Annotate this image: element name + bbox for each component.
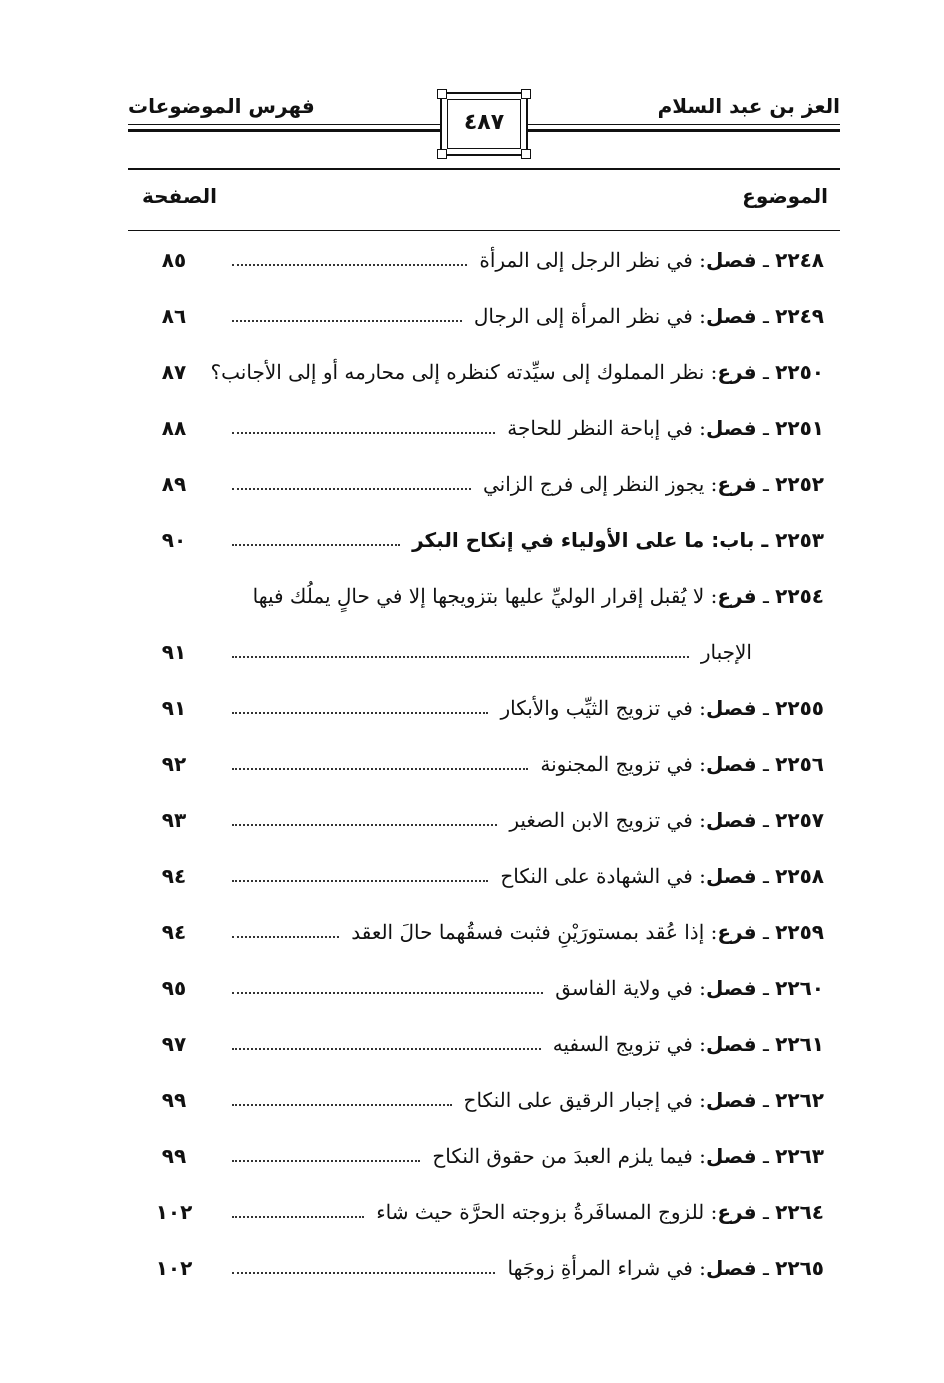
entry-kind: فصل: [705, 1032, 757, 1056]
entry-number: ٢٢٦٠: [775, 976, 824, 1000]
page-number: ٤٨٧: [463, 110, 505, 135]
index-entry: [128, 684, 840, 740]
entry-kind: فصل: [705, 1144, 757, 1168]
entry-text: ٢٢٦٢ ـ فصل: في إجبار الرقيق على النكاح: [463, 1088, 824, 1112]
entry-text: ٢٢٥٩ ـ فرع: إذا عُقد بمستورَيْنِ فثبت فسقُهما حالَ العقد: [351, 920, 824, 944]
page-number-frame: [440, 92, 528, 156]
leader-dots: [232, 1046, 541, 1050]
entry-kind: فصل: [705, 976, 757, 1000]
entry-kind: فرع: [717, 360, 757, 384]
entry-title: ما على الأولياء في إنكاح البكر: [412, 528, 705, 552]
leader-dots: [232, 822, 497, 826]
entry-text: ٢٢٥١ ـ فصل: في إباحة النظر للحاجة: [507, 416, 824, 440]
entry-number: ٢٢٦٣: [775, 1144, 824, 1168]
entry-text: ٢٢٤٨ ـ فصل: في نظر الرجل إلى المرأة: [479, 248, 824, 272]
entry-title: يجوز النظر إلى فرج الزاني: [482, 472, 705, 496]
entry-title: في ولاية الفاسق: [555, 976, 693, 1000]
entry-page-number: ٩١: [161, 696, 187, 720]
entry-kind: فرع: [717, 920, 757, 944]
entry-number: ٢٢٤٩: [775, 304, 824, 328]
entry-title-continued: الإجبار: [700, 640, 752, 664]
entry-number: ٢٢٥٧: [775, 808, 824, 832]
entry-title: في تزويج الثيِّب والأبكار: [500, 696, 693, 720]
entry-title: في الشهادة على النكاح: [500, 864, 693, 888]
index-entry: [128, 1020, 840, 1076]
entry-kind: فرع: [717, 584, 757, 608]
entry-number: ٢٢٥٨: [775, 864, 824, 888]
entry-title: في شراء المرأةِ زوجَها: [507, 1256, 693, 1280]
entry-page-number: ٨٩: [161, 472, 187, 496]
section-title: فهرس الموضوعات: [128, 94, 315, 118]
entry-text: ٢٢٦٤ ـ فرع: للزوج المسافَرةُ بزوجته الحرَّة حيث شاء: [376, 1200, 824, 1224]
leader-dots: [232, 934, 339, 938]
index-entry: [128, 516, 840, 572]
entry-page-number: ٨٦: [161, 304, 187, 328]
column-header-rule: [128, 230, 840, 231]
entry-page-number: ٩٩: [161, 1088, 187, 1112]
entry-title: في إجبار الرقيق على النكاح: [463, 1088, 693, 1112]
leader-dots: [232, 430, 495, 434]
entry-text: ٢٢٦١ ـ فصل: في تزويج السفيه: [552, 1032, 824, 1056]
entry-text: ٢٢٦٥ ـ فصل: في شراء المرأةِ زوجَها: [507, 1256, 824, 1280]
entry-number: ٢٢٥٦: [775, 752, 824, 776]
entry-kind: فرع: [717, 1200, 757, 1224]
entry-page-number: ١٠٢: [155, 1200, 193, 1224]
entry-page-number: ٩٤: [161, 864, 187, 888]
entry-kind: فصل: [705, 864, 757, 888]
leader-dots: [232, 1214, 364, 1218]
entry-title: في إباحة النظر للحاجة: [507, 416, 693, 440]
entry-text: ٢٢٥٨ ـ فصل: في الشهادة على النكاح: [500, 864, 824, 888]
entry-title: في تزويج الابن الصغير: [509, 808, 693, 832]
entry-number: ٢٢٥٠: [775, 360, 824, 384]
index-entry: [128, 852, 840, 908]
entry-title: فيما يلزم العبدَ من حقوق النكاح: [432, 1144, 693, 1168]
entry-title: للزوج المسافَرةُ بزوجته الحرَّة حيث شاء: [376, 1200, 705, 1224]
leader-dots: [232, 878, 488, 882]
entry-page-number: ٩٧: [161, 1032, 187, 1056]
index-entry: [128, 572, 840, 684]
index-entry: [128, 1244, 840, 1300]
entry-page-number: ٨٥: [161, 248, 187, 272]
index-entry: [128, 964, 840, 1020]
leader-dots: [232, 262, 467, 266]
leader-dots: [232, 1102, 452, 1106]
leader-dots: [232, 766, 528, 770]
index-entry: [128, 1132, 840, 1188]
entry-number: ٢٢٥٥: [775, 696, 824, 720]
entry-number: ٢٢٥٣: [775, 528, 824, 552]
entry-number: ٢٢٦١: [775, 1032, 824, 1056]
entry-title: نظر المملوك إلى سيِّدته كنظره إلى محارمه أو إلى الأجانب؟: [210, 360, 705, 384]
entry-page-number: ١٠٢: [155, 1256, 193, 1280]
leader-dots: [232, 990, 543, 994]
entry-text: ٢٢٦٠ ـ فصل: في ولاية الفاسق: [555, 976, 824, 1000]
running-header: [128, 88, 840, 174]
entry-kind: فصل: [705, 248, 757, 272]
leader-dots: [232, 710, 488, 714]
index-entry: [128, 404, 840, 460]
leader-dots: [232, 654, 689, 658]
entry-title: في نظر الرجل إلى المرأة: [479, 248, 693, 272]
entry-text: ٢٢٥٦ ـ فصل: في تزويج المجنونة: [540, 752, 824, 776]
entry-text: ٢٢٥٢ ـ فرع: يجوز النظر إلى فرج الزاني: [482, 472, 824, 496]
entry-page-number: ٩٢: [161, 752, 187, 776]
entry-number: ٢٢٦٢: [775, 1088, 824, 1112]
entry-title: في نظر المرأة إلى الرجال: [473, 304, 693, 328]
entry-kind: فصل: [705, 416, 757, 440]
entry-title: في تزويج السفيه: [552, 1032, 693, 1056]
header-rule-bottom: [128, 168, 840, 170]
index-entry: [128, 460, 840, 516]
entry-number: ٢٢٦٥: [775, 1256, 824, 1280]
leader-dots: [232, 1158, 420, 1162]
entry-text: ٢٢٥٥ ـ فصل: في تزويج الثيِّب والأبكار: [500, 696, 824, 720]
leader-dots: [232, 318, 462, 322]
index-entry: [128, 1188, 840, 1244]
entry-page-number: ٩٥: [161, 976, 187, 1000]
entry-kind: فصل: [705, 696, 757, 720]
entry-kind: باب: [719, 528, 755, 552]
entry-kind: فصل: [705, 1088, 757, 1112]
entry-number: ٢٢٥١: [775, 416, 824, 440]
entry-text: ٢٢٥٧ ـ فصل: في تزويج الابن الصغير: [509, 808, 824, 832]
leader-dots: [232, 542, 400, 546]
entry-page-number: ٩٤: [161, 920, 187, 944]
entry-page-number: ٨٧: [161, 360, 187, 384]
entry-number: ٢٢٥٤: [775, 584, 824, 608]
entry-page-number: ٩١: [161, 640, 187, 664]
entry-kind: فصل: [705, 1256, 757, 1280]
book-author: العز بن عبد السلام: [657, 94, 840, 118]
leader-dots: [232, 1270, 495, 1274]
entry-text: ٢٢٥٣ ـ باب: ما على الأولياء في إنكاح البكر: [412, 528, 824, 552]
index-entry: [128, 796, 840, 852]
index-entry: [128, 740, 840, 796]
entry-title: إذا عُقد بمستورَيْنِ فثبت فسقُهما حالَ العقد: [351, 920, 705, 944]
index-entry: [128, 348, 840, 404]
entry-text: ٢٢٤٩ ـ فصل: في نظر المرأة إلى الرجال: [473, 304, 824, 328]
entry-number: ٢٢٥٩: [775, 920, 824, 944]
entry-title: لا يُقبل إقرار الوليِّ عليها بتزويجها إلا في حالٍ يملُك فيها: [252, 584, 705, 608]
entry-title: في تزويج المجنونة: [540, 752, 693, 776]
entry-text: ٢٢٥٠ ـ فرع: نظر المملوك إلى سيِّدته كنظره إلى محارمه أو إلى الأجانب؟: [210, 360, 824, 384]
column-header-page: الصفحة: [142, 184, 218, 208]
index-entry: [128, 1076, 840, 1132]
entry-number: ٢٢٦٤: [775, 1200, 824, 1224]
index-entry: [128, 292, 840, 348]
column-header-topic: الموضوع: [742, 184, 828, 208]
index-entries: [128, 236, 840, 1300]
entry-page-number: ٨٨: [161, 416, 187, 440]
entry-page-number: ٩٩: [161, 1144, 187, 1168]
entry-text: ٢٢٦٣ ـ فصل: فيما يلزم العبدَ من حقوق النكاح: [432, 1144, 824, 1168]
entry-number: ٢٢٤٨: [775, 248, 824, 272]
entry-page-number: ٩٣: [161, 808, 187, 832]
entry-kind: فصل: [705, 752, 757, 776]
index-entry: [128, 236, 840, 292]
entry-number: ٢٢٥٢: [775, 472, 824, 496]
entry-page-number: ٩٠: [161, 528, 187, 552]
leader-dots: [232, 486, 471, 490]
entry-kind: فصل: [705, 808, 757, 832]
entry-kind: فرع: [717, 472, 757, 496]
index-entry: [128, 908, 840, 964]
entry-text: ٢٢٥٤ ـ فرع: لا يُقبل إقرار الوليِّ عليها بتزويجها إلا في حالٍ يملُك فيها: [252, 584, 824, 608]
entry-kind: فصل: [705, 304, 757, 328]
